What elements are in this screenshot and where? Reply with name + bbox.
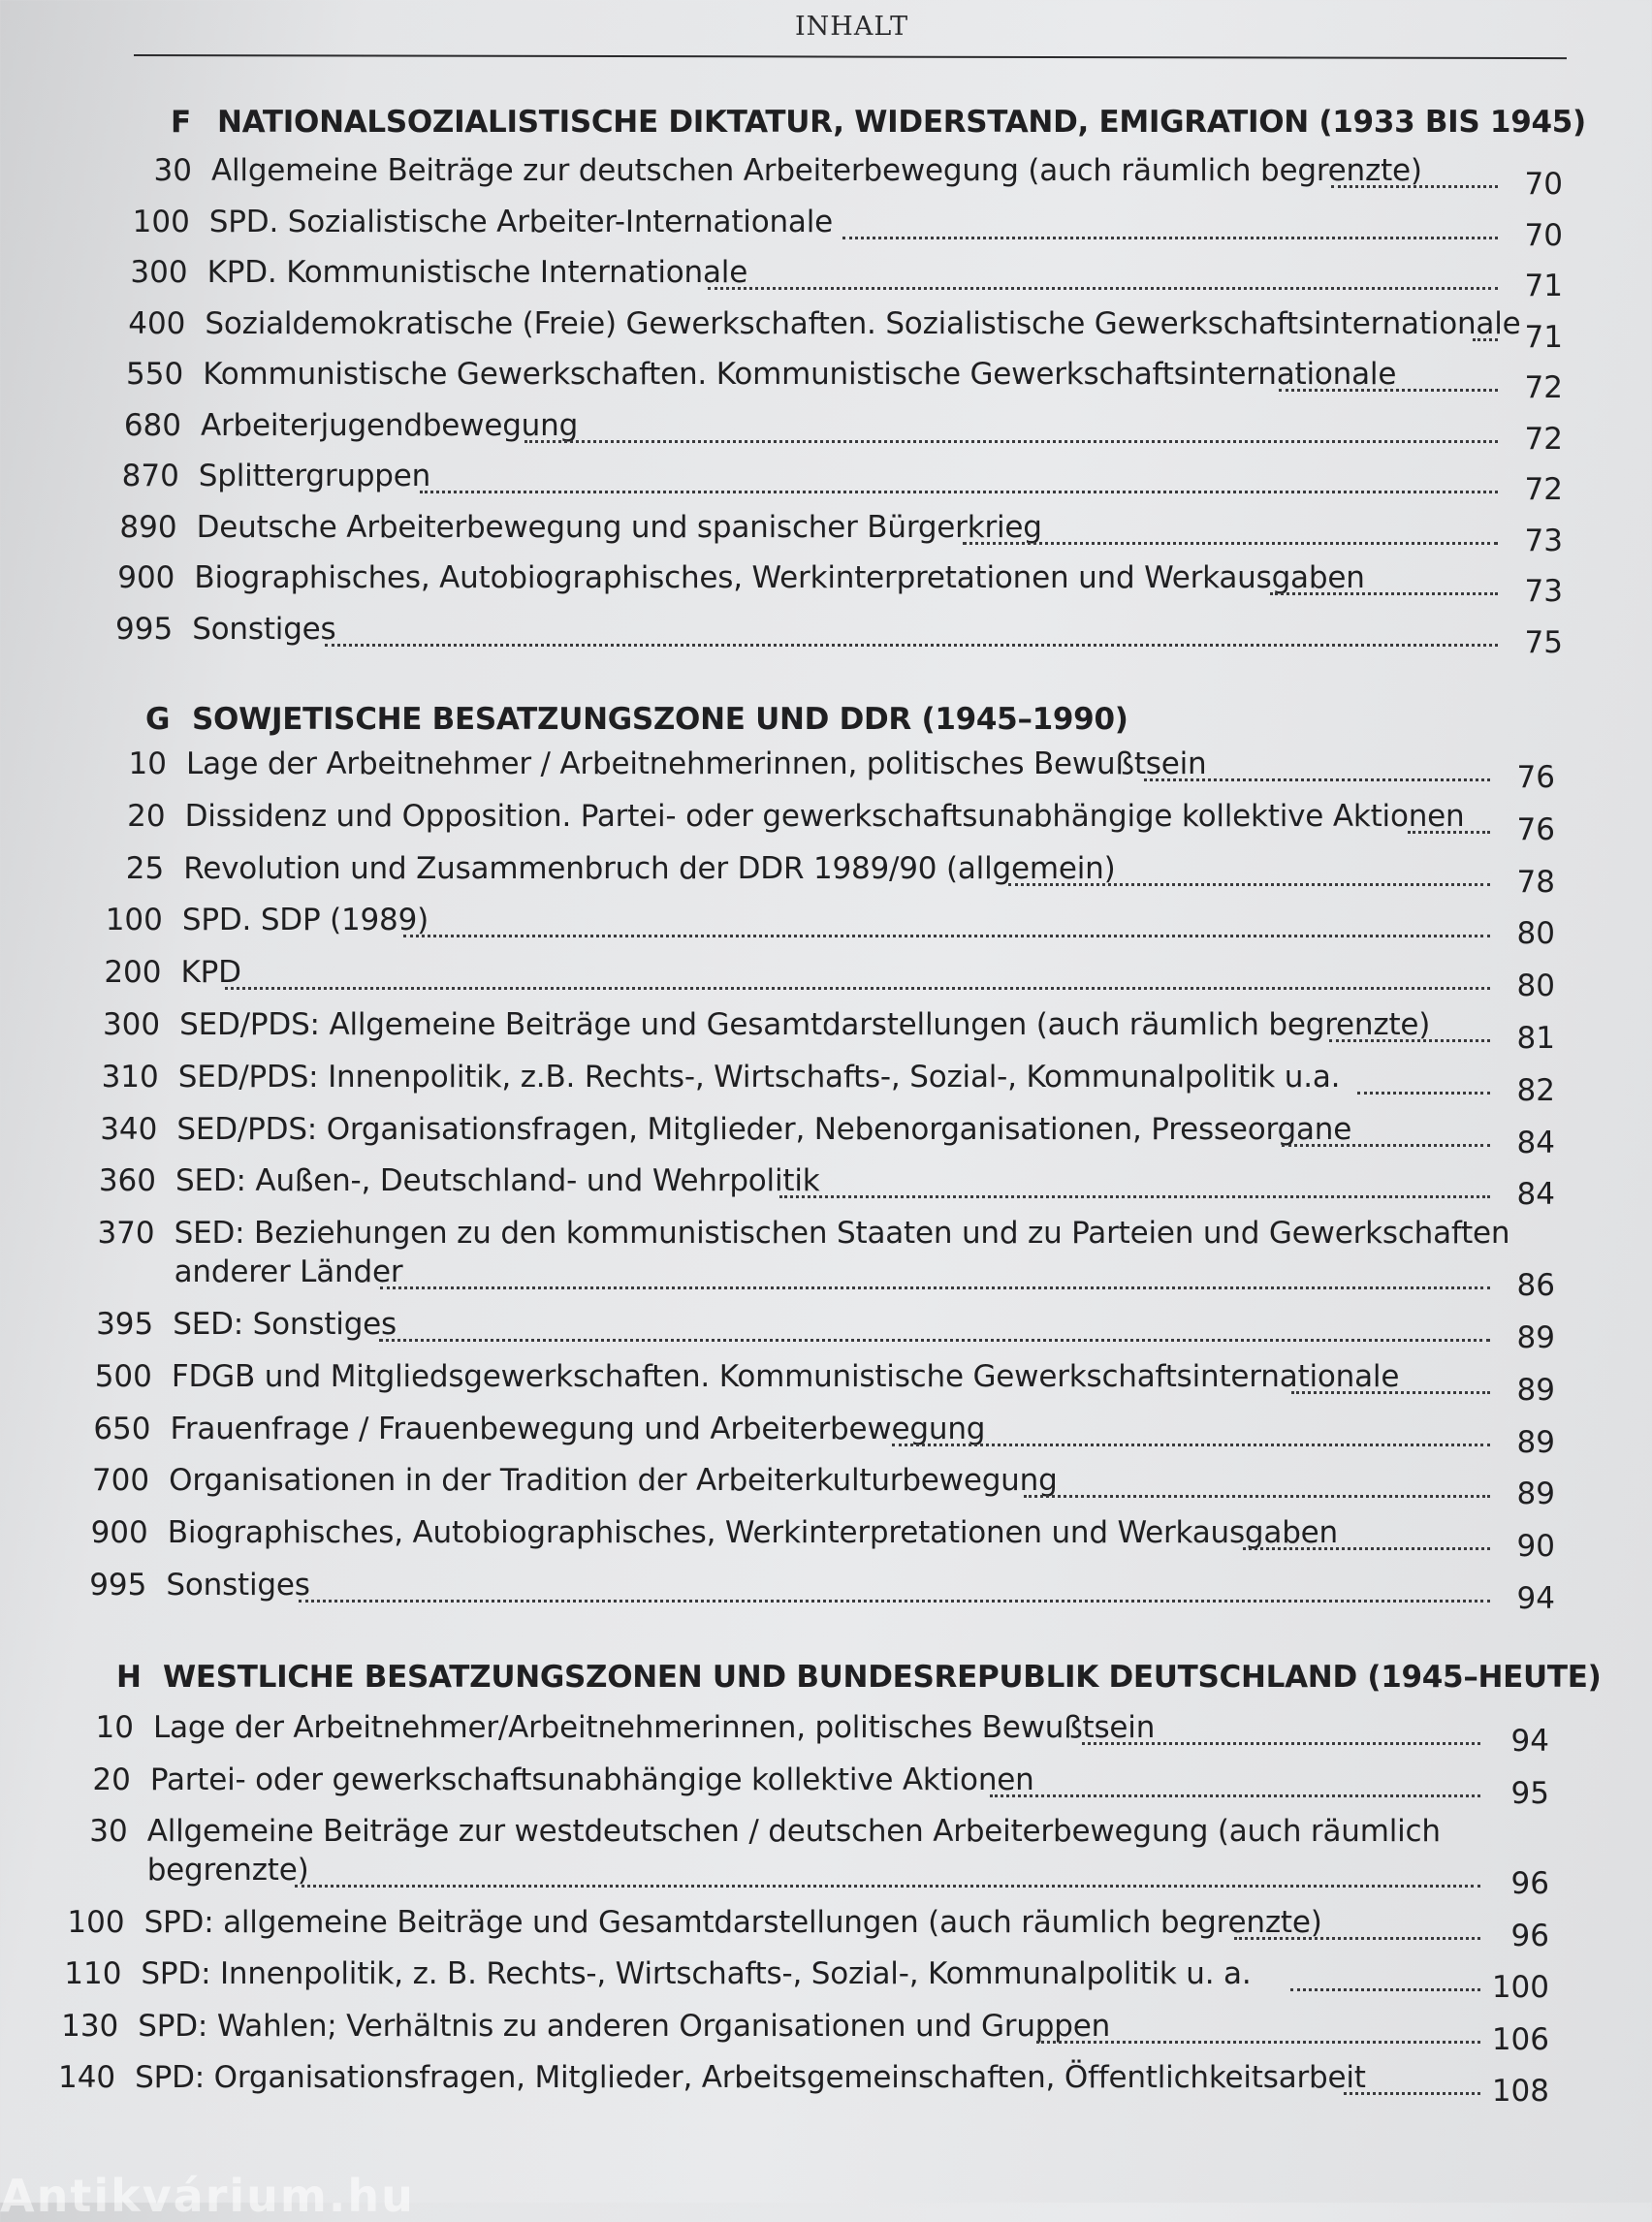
entry-number: 100	[67, 1904, 125, 1940]
dot-leader	[1082, 1739, 1480, 1745]
entry-page-number: 84	[1516, 1125, 1555, 1160]
toc-entry[interactable]	[75, 1359, 1555, 1410]
entry-title: SPD. Sozialistische Arbeiter-Internationale	[208, 204, 833, 239]
entry-page-number: 82	[1516, 1072, 1555, 1108]
entry-page-number: 96	[1510, 1918, 1549, 1953]
dot-leader	[963, 539, 1498, 545]
entry-page-number: 71	[1524, 269, 1563, 303]
dot-leader	[1329, 1036, 1490, 1042]
dot-leader	[524, 437, 1498, 443]
entry-page-number: 96	[1510, 1866, 1549, 1901]
entry-number: 870	[121, 459, 179, 493]
header-rule	[134, 54, 1567, 59]
entry-number: 890	[119, 509, 177, 545]
dot-leader	[1331, 182, 1498, 188]
toc-entry[interactable]	[79, 1112, 1555, 1162]
toc-entry[interactable]	[41, 2009, 1549, 2059]
entry-number: 10	[95, 1710, 134, 1745]
toc-entry[interactable]	[44, 1956, 1549, 2007]
entry-number: 395	[96, 1307, 154, 1342]
entry-number: 140	[57, 2060, 116, 2095]
entry-title: Arbeiterjugendbewegung	[201, 407, 579, 443]
entry-title: Sozialdemokratische (Freie) Gewerkschaften. Sozialistische Gewerkschaftsinternationale	[205, 305, 1521, 341]
entry-title: Kommunistische Gewerkschaften. Kommunistische Gewerkschaftsinternationale	[203, 357, 1397, 392]
entry-title-continued: begrenzte)	[146, 1853, 309, 1888]
entry-title: Allgemeine Beiträge zur westdeutschen / deutschen Arbeiterbewegung (auch räumlich	[146, 1814, 1441, 1849]
dot-leader	[1279, 386, 1498, 392]
dot-leader	[1408, 828, 1490, 834]
dot-leader	[1270, 589, 1498, 595]
entry-number: 700	[91, 1463, 150, 1499]
dot-leader	[779, 1192, 1490, 1198]
entry-title: Revolution und Zusammenbruch der DDR 1989/90 (allgemein)	[183, 850, 1116, 886]
entry-title: Frauenfrage / Frauenbewegung und Arbeiterbewegung	[170, 1411, 986, 1446]
entry-number: 650	[93, 1411, 151, 1446]
entry-title: SPD: Innenpolitik, z. B. Rechts-, Wirtschafts-, Sozial-, Kommunalpolitik u. a.	[141, 1956, 1252, 1991]
entry-page-number: 100	[1491, 1970, 1549, 2005]
dot-leader	[1473, 335, 1498, 341]
toc-entry[interactable]	[97, 560, 1563, 611]
entry-page-number: 72	[1524, 421, 1563, 457]
entry-page-number: 89	[1516, 1476, 1555, 1512]
dot-leader	[225, 984, 1490, 990]
dot-leader	[1036, 2038, 1480, 2044]
watermark: Antikvárium.hu	[0, 2170, 415, 2222]
dot-leader	[325, 641, 1498, 647]
entry-page-number: 94	[1516, 1581, 1555, 1616]
entry-number: 310	[101, 1059, 159, 1095]
entry-title: Deutsche Arbeiterbewegung und spanischer Bürgerkrieg	[196, 509, 1042, 545]
dot-leader	[299, 1597, 1490, 1603]
entry-number: 10	[128, 746, 167, 781]
entry-page-number: 80	[1516, 968, 1555, 1004]
entry-number: 370	[97, 1216, 155, 1252]
entry-page-number: 94	[1510, 1724, 1549, 1759]
toc-entry[interactable]	[56, 1710, 1549, 1761]
toc-entry[interactable]	[85, 903, 1555, 953]
dot-leader	[892, 1441, 1490, 1446]
entry-page-number: 86	[1516, 1268, 1555, 1304]
section-letter: H	[116, 1660, 142, 1695]
entry-title: SED/PDS: Allgemeine Beiträge und Gesamtdarstellungen (auch räumlich begrenzte)	[179, 1007, 1431, 1042]
toc-entry[interactable]	[104, 408, 1563, 459]
entry-title: SPD: allgemeine Beiträge und Gesamtdarstellungen (auch räumlich begrenzte)	[143, 1904, 1322, 1940]
running-head: INHALT	[795, 12, 909, 42]
entry-page-number: 78	[1516, 864, 1555, 900]
entry-title: SED/PDS: Innenpolitik, z.B. Rechts-, Wirtschafts-, Sozial-, Kommunalpolitik u.a.	[177, 1059, 1341, 1095]
section-letter: G	[145, 702, 171, 737]
section-letter: F	[171, 105, 191, 140]
entry-number: 110	[64, 1956, 122, 1991]
toc-entry[interactable]	[81, 1060, 1555, 1110]
entry-title: Splittergruppen	[198, 459, 431, 493]
entry-title: Sonstiges	[166, 1568, 310, 1603]
entry-title: SED: Außen-, Deutschland- und Wehrpolitik	[175, 1163, 820, 1199]
section-heading-f	[171, 105, 1586, 140]
entry-page-number: 89	[1516, 1424, 1555, 1460]
entry-number: 995	[115, 611, 174, 647]
entry-page-number: 90	[1516, 1529, 1555, 1565]
entry-title: Sonstiges	[192, 611, 336, 647]
entry-number: 100	[132, 204, 190, 239]
toc-entry[interactable]	[50, 1814, 1549, 1901]
entry-number: 500	[94, 1358, 152, 1394]
entry-page-number: 72	[1524, 472, 1563, 507]
entry-page-number: 108	[1491, 2074, 1549, 2109]
dot-leader	[379, 1336, 1490, 1342]
entry-title: SED/PDS: Organisationsfragen, Mitglieder, Nebenorganisationen, Presseorgane	[176, 1111, 1352, 1147]
dot-leader	[420, 488, 1498, 493]
toc-entry[interactable]	[88, 799, 1555, 849]
entry-number: 20	[92, 1762, 131, 1797]
entry-number: 20	[127, 798, 166, 834]
toc-entry[interactable]	[112, 205, 1563, 255]
dot-leader	[1144, 776, 1490, 781]
entry-page-number: 81	[1516, 1021, 1555, 1056]
entry-title: Dissidenz und Opposition. Partei- oder gewerkschaftsunabhängige kollektive Aktionen	[184, 798, 1465, 834]
dot-leader	[708, 284, 1498, 290]
entry-number: 300	[102, 1007, 161, 1042]
entry-title: Biographisches, Autobiographisches, Werkinterpretationen und Werkausgaben	[194, 560, 1365, 595]
entry-page-number: 89	[1516, 1320, 1555, 1355]
dot-leader	[380, 1284, 1490, 1289]
entry-title: SPD: Wahlen; Verhältnis zu anderen Organisationen und Gruppen	[138, 2008, 1111, 2044]
entry-title: FDGB und Mitgliedsgewerkschaften. Kommunistische Gewerkschaftsinternationale	[171, 1358, 1400, 1394]
entry-page-number: 76	[1516, 811, 1555, 847]
dot-leader	[1008, 880, 1490, 886]
dot-leader	[1344, 2089, 1480, 2095]
entry-number: 360	[98, 1163, 156, 1199]
dot-leader	[842, 234, 1498, 239]
entry-number: 900	[117, 560, 175, 595]
dot-leader	[295, 1882, 1480, 1888]
toc-entry[interactable]	[95, 612, 1563, 662]
dot-leader	[1282, 1141, 1490, 1147]
entry-number: 340	[100, 1111, 158, 1147]
entry-page-number: 80	[1516, 916, 1555, 952]
dot-leader	[1243, 1544, 1490, 1550]
entry-title: Biographisches, Autobiographisches, Werkinterpretationen und Werkausgaben	[167, 1515, 1339, 1551]
toc-entry[interactable]	[106, 357, 1563, 407]
toc-entry[interactable]	[111, 255, 1563, 305]
entry-number: 100	[105, 903, 163, 938]
entry-title: Organisationen in der Tradition der Arbeiterkulturbewegung	[169, 1463, 1058, 1499]
toc-entry[interactable]	[100, 510, 1563, 560]
entry-number: 30	[153, 153, 192, 188]
dot-leader	[1290, 1985, 1480, 1991]
entry-number: 300	[130, 255, 188, 290]
entry-number: 25	[125, 850, 165, 886]
entry-title: KPD	[180, 955, 241, 991]
toc-entry[interactable]	[78, 1216, 1555, 1304]
entry-title: KPD. Kommunistische Internationale	[206, 255, 748, 290]
entry-number: 900	[90, 1515, 148, 1551]
entry-page-number: 73	[1524, 574, 1563, 609]
section-title: WESTLICHE BESATZUNGSZONEN UND BUNDESREPUBLIK DEUTSCHLAND (1945–HEUTE)	[163, 1660, 1602, 1695]
toc-entry[interactable]	[71, 1515, 1555, 1566]
toc-entry[interactable]	[108, 306, 1563, 357]
entry-title: SED: Sonstiges	[173, 1307, 397, 1342]
dot-leader	[990, 1792, 1480, 1797]
toc-entry[interactable]	[53, 1762, 1549, 1813]
entry-page-number: 70	[1524, 217, 1563, 253]
entry-number: 550	[126, 357, 184, 392]
entry-number: 30	[89, 1814, 128, 1849]
toc-entry[interactable]	[82, 1007, 1555, 1058]
entry-title-continued: anderer Länder	[174, 1254, 403, 1290]
entry-number: 995	[89, 1568, 147, 1603]
entry-number: 200	[104, 955, 162, 991]
entry-title: Lage der Arbeitnehmer/Arbeitnehmerinnen, politisches Bewußtsein	[153, 1710, 1156, 1745]
toc-entry[interactable]	[38, 2060, 1549, 2111]
entry-number: 680	[123, 407, 181, 443]
entry-page-number: 95	[1510, 1775, 1549, 1811]
entry-title: SED: Beziehungen zu den kommunistischen Staaten und zu Parteien und Gewerkschaften	[174, 1216, 1510, 1252]
entry-title: SPD. SDP (1989)	[181, 903, 429, 938]
toc-entry[interactable]	[72, 1463, 1555, 1513]
toc-entry[interactable]	[89, 746, 1555, 797]
section-title: SOWJETISCHE BESATZUNGSZONE UND DDR (1945–1990)	[192, 702, 1128, 737]
entry-page-number: 72	[1524, 370, 1563, 405]
toc-entry[interactable]	[48, 1905, 1549, 1955]
toc-entry[interactable]	[74, 1412, 1556, 1462]
dot-leader	[403, 932, 1490, 937]
entry-title: Lage der Arbeitnehmer / Arbeitnehmerinnen, politisches Bewußtsein	[186, 746, 1207, 781]
entry-number: 130	[61, 2008, 119, 2044]
dot-leader	[1357, 1089, 1490, 1095]
entry-page-number: 106	[1491, 2021, 1549, 2057]
dot-leader	[1291, 1388, 1490, 1394]
dot-leader	[1024, 1492, 1490, 1498]
toc-entry[interactable]	[84, 955, 1556, 1005]
section-title: NATIONALSOZIALISTISCHE DIKTATUR, WIDERSTAND, EMIGRATION (1933 BIS 1945)	[217, 105, 1586, 140]
entry-page-number: 71	[1524, 319, 1563, 355]
toc-entry[interactable]	[102, 459, 1563, 509]
entry-page-number: 76	[1516, 760, 1555, 795]
dot-leader	[1234, 1934, 1480, 1940]
toc-entry[interactable]	[86, 851, 1555, 902]
toc-entry[interactable]	[114, 153, 1563, 204]
entry-title: Allgemeine Beiträge zur deutschen Arbeiterbewegung (auch räumlich begrenzte)	[211, 153, 1422, 188]
entry-number: 400	[128, 305, 186, 341]
toc-entry[interactable]	[76, 1307, 1555, 1357]
entry-page-number: 89	[1516, 1372, 1555, 1408]
entry-page-number: 84	[1516, 1177, 1555, 1213]
toc-entry[interactable]	[69, 1568, 1555, 1618]
section-heading-h	[116, 1660, 1602, 1695]
entry-page-number: 73	[1524, 523, 1563, 558]
entry-title: SPD: Organisationsfragen, Mitglieder, Arbeitsgemeinschaften, Öffentlichkeitsarbeit	[135, 2060, 1366, 2095]
entry-title: Partei- oder gewerkschaftsunabhängige kollektive Aktionen	[149, 1762, 1034, 1797]
section-heading-g	[145, 702, 1128, 737]
toc-entry[interactable]	[79, 1163, 1555, 1214]
entry-page-number: 70	[1524, 167, 1563, 202]
entry-page-number: 75	[1524, 624, 1563, 660]
